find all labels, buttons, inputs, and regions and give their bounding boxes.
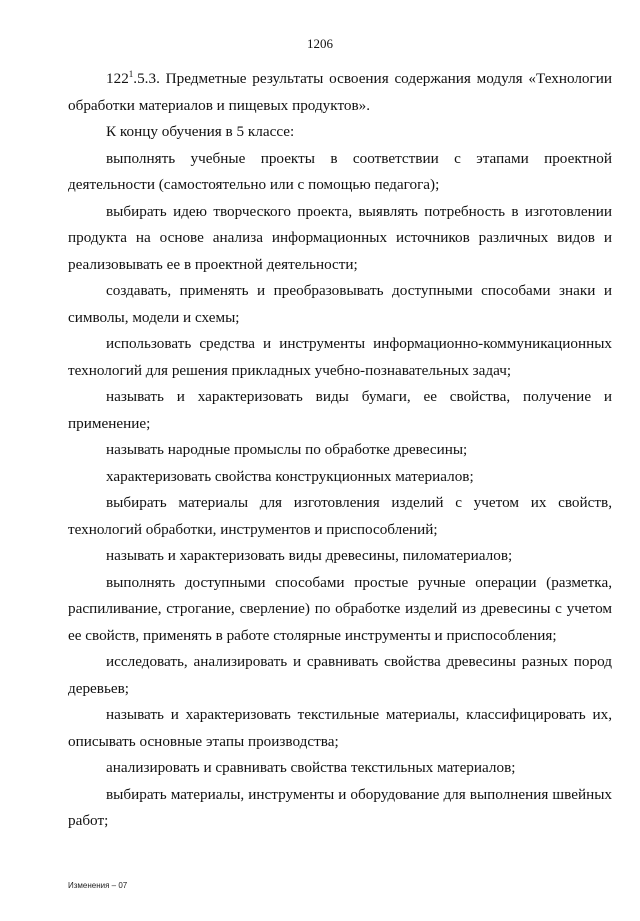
list-item: использовать средства и инструменты информационно-коммуникационных технологий для решения прикладных учебно-познавательных задач; xyxy=(68,335,612,379)
intro-line: К концу обучения в 5 классе: xyxy=(106,123,295,140)
list-item: называть и характеризовать виды бумаги, ее свойства, получение и применение; xyxy=(68,388,612,432)
list-item: создавать, применять и преобразовывать доступными способами знаки и символы, модели и схемы; xyxy=(68,282,612,326)
list-item: называть и характеризовать текстильные материалы, классифицировать их, описывать основные этапы производства; xyxy=(68,706,612,750)
footer-revision-note: Изменения – 07 xyxy=(68,881,128,890)
section-title: Предметные результаты освоения содержания модуля «Технологии обработки материалов и пищевых продуктов». xyxy=(68,70,613,114)
list-item: выбирать материалы, инструменты и оборудование для выполнения швейных работ; xyxy=(68,785,612,829)
page-number: 1206 xyxy=(307,36,333,51)
list-item: анализировать и сравнивать свойства текстильных материалов; xyxy=(106,759,516,776)
list-item: выбирать идею творческого проекта, выявлять потребность в изготовлении продукта на основе анализа информационных источников различных видов и реализовывать ее в проектной деятельности; xyxy=(68,202,612,273)
list-item: выбирать материалы для изготовления изделий с учетом их свойств, технологий обработки, инструментов и приспособлений; xyxy=(68,494,612,538)
section-number: $122^1.5.3$. xyxy=(106,68,160,87)
list-item: характеризовать свойства конструкционных материалов; xyxy=(106,467,474,485)
list-item: называть народные промыслы по обработке древесины; xyxy=(106,441,468,458)
list-item: выполнять доступными способами простые ручные операции (разметка, распиливание, строгание, сверление) по обработке изделий из древесины с учетом ее свойств, применять в работе столярные инструменты и приспособления; xyxy=(68,573,612,644)
document-body xyxy=(68,66,612,835)
list-item: называть и характеризовать виды древесины, пиломатериалов; xyxy=(106,547,513,564)
list-item: выполнять учебные проекты в соответствии с этапами проектной деятельности (самостоятельно или с помощью педагога); xyxy=(68,149,612,193)
section-heading xyxy=(68,66,612,119)
list-item: исследовать, анализировать и сравнивать свойства древесины разных пород деревьев; xyxy=(68,653,612,697)
